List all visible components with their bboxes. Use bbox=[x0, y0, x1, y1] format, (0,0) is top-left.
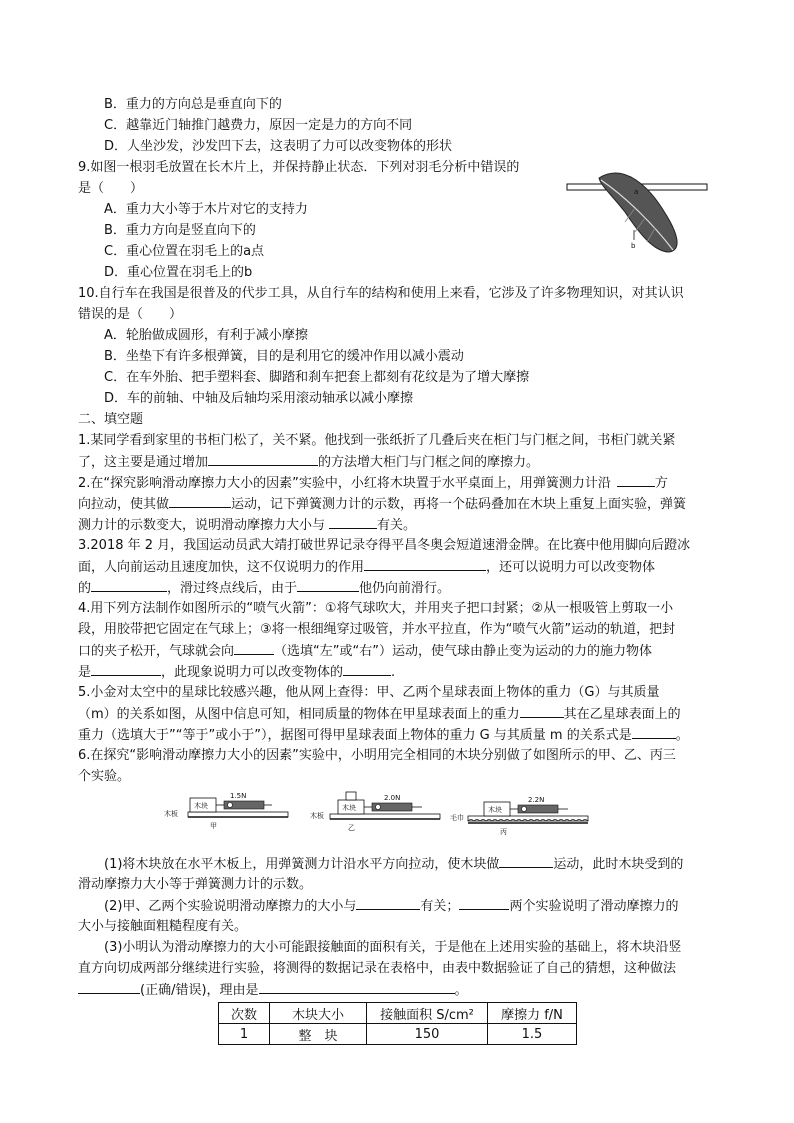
f1-blank bbox=[208, 452, 318, 466]
jia-scale-ring bbox=[228, 803, 233, 808]
f6-part3-line1: (3)小明认为滑动摩擦力的大小可能跟接触面的面积有关，于是他在上述用实验的基础上，将木块沿竖 bbox=[104, 940, 682, 955]
f6-part1-line1 bbox=[104, 854, 683, 875]
f4-line1: 4.用下列方法制作如图所示的“喷气火箭”：①将气球吹大，并用夹子把口封紧；②从一根吸管上剪取一小 bbox=[78, 601, 674, 616]
f6-part2-text-a: (2)甲、乙两个实验说明滑动摩擦力的大小与 bbox=[104, 899, 357, 914]
table-header-cell: 接触面积 S/cm² bbox=[367, 1003, 488, 1024]
f1-line1: 1.某同学看到家里的书柜门松了，关不紧。他找到一张纸折了几叠后夹在柜门与门框之间，书柜门就关紧 bbox=[78, 433, 676, 448]
f3-blank-3 bbox=[297, 578, 359, 592]
f4-line3-text-b: （选填“左”或“右”）运动，使气球由静止变为运动的力的施力物体 bbox=[274, 644, 652, 659]
f6-part2-line2: 大小与接触面粗糙程度有关。 bbox=[78, 919, 248, 934]
bing-towel bbox=[468, 816, 588, 821]
friction-data-table bbox=[218, 1002, 577, 1045]
q9-option-c: C．重心位置在羽毛上的a点 bbox=[104, 244, 265, 259]
f2-line1-text-a: 2.在“探究影响滑动摩擦力大小的因素”实验中，小红将木块置于水平桌面上，用弹簧测力计沿 bbox=[78, 476, 611, 491]
f5-blank-formula bbox=[632, 725, 676, 739]
table-header-cell: 次数 bbox=[219, 1003, 270, 1024]
table-cell: 1.5 bbox=[488, 1024, 577, 1045]
table-cell: 150 bbox=[367, 1024, 488, 1045]
q8-option-c: C．越靠近门轴推门越费力，原因一定是力的方向不同 bbox=[104, 118, 413, 133]
f6-line1: 6.在探究“影响滑动摩擦力大小的因素”实验中，小明用完全相同的木块分别做了如图所示的甲、乙、丙三 bbox=[78, 748, 676, 763]
f6-part3-line3 bbox=[78, 980, 468, 1001]
jia-block-label: 木块 bbox=[194, 802, 208, 810]
f6-line2: 个实验。 bbox=[78, 769, 131, 784]
q10-stem-line2: 错误的是（ ） bbox=[78, 307, 183, 322]
f5-line2-text-a: （m）的关系如图，从图中信息可知，相同质量的物体在甲星球表面上的重力 bbox=[78, 707, 520, 722]
q9-stem-line2: 是（ ） bbox=[78, 181, 144, 196]
jia-surface-label: 木板 bbox=[164, 810, 178, 818]
f4-line4 bbox=[78, 662, 395, 683]
feather-on-plank-figure bbox=[565, 168, 715, 258]
f4-line2: 段，用胶带把它固定在气球上；③将一根细绳穿过吸管，并水平拉直，作为“喷气火箭”运动的轨道，把封 bbox=[78, 622, 676, 637]
q10-option-b: B．坐垫下有许多根弹簧，目的是利用它的缓冲作用以减小震动 bbox=[104, 349, 464, 364]
f2-blank-direction bbox=[617, 473, 655, 487]
f6-part1-line2: 滑动摩擦力大小等于弹簧测力计的示数。 bbox=[78, 877, 313, 892]
f6-part2-line1 bbox=[104, 896, 678, 917]
f6-part2-text-c: 两个实验说明了滑动摩擦力的 bbox=[509, 899, 679, 914]
f6-part1-text-a: (1)将木块放在水平木板上，用弹簧测力计沿水平方向拉动，使木块做 bbox=[104, 857, 500, 872]
f3-blank-1 bbox=[364, 557, 486, 571]
f1-line2-text-b: 的方法增大柜门与门框之间的摩擦力。 bbox=[318, 455, 540, 470]
f4-blank-source bbox=[91, 662, 161, 676]
f2-line2 bbox=[78, 494, 686, 515]
f2-line3 bbox=[78, 515, 416, 536]
section-title-fill-in: 二、填空题 bbox=[78, 412, 144, 427]
bing-surface-label: 毛巾 bbox=[450, 814, 464, 822]
q9-option-d: D．重心位置在羽毛上的b bbox=[104, 265, 253, 280]
feather-point-a-label: a bbox=[634, 188, 639, 196]
f6-part3-text-c: (正确/错误)，理由是 bbox=[140, 983, 259, 998]
f1-line2-text-a: 了，这主要是通过增加 bbox=[78, 455, 209, 470]
f5-blank-compare bbox=[520, 704, 564, 718]
bing-force-label: 2.2N bbox=[528, 796, 545, 804]
f4-blank-direction bbox=[234, 641, 274, 655]
f5-line2-text-b: 其在乙星球表面上的 bbox=[563, 707, 681, 722]
yi-weight bbox=[346, 792, 356, 800]
f3-line1: 3.2018 年 2 月，我国运动员武大靖打破世界记录夺得平昌冬奥会短道速滑金牌。在比赛中他用脚向后蹬冰 bbox=[78, 538, 691, 553]
f2-line2-text-a: 向拉动，使其做 bbox=[78, 497, 170, 512]
f6-blank-motion bbox=[499, 854, 553, 868]
f5-line2 bbox=[78, 704, 681, 725]
yi-caption: 乙 bbox=[348, 824, 355, 832]
table-header-row bbox=[219, 1003, 577, 1024]
q10-option-c: C．在车外胎、把手塑料套、脚踏和刹车把套上都刻有花纹是为了增大摩擦 bbox=[104, 370, 530, 385]
f6-part2-text-b: 有关； bbox=[420, 899, 460, 914]
jia-caption: 甲 bbox=[210, 822, 217, 830]
q9-option-b: B．重力方向是竖直向下的 bbox=[104, 223, 256, 238]
f3-line2 bbox=[78, 557, 655, 578]
f1-line2 bbox=[78, 452, 539, 473]
yi-force-label: 2.0N bbox=[384, 794, 401, 802]
f6-part3-text-d: 。 bbox=[454, 983, 468, 998]
f5-line3-text-a: 重力（选填大于”“等于”或小于”），据图可得甲星球表面上物体的重力 G 与其质量 m 的关系式是 bbox=[78, 728, 632, 743]
f4-line4-text-b: ，此现象说明力可以改变物体的 bbox=[161, 665, 344, 680]
table-header-cell: 木块大小 bbox=[270, 1003, 367, 1024]
f2-blank-factor bbox=[329, 515, 377, 529]
figure-jia bbox=[164, 792, 288, 830]
f2-line3-text-a: 测力计的示数变大，说明滑动摩擦力大小与 bbox=[78, 518, 326, 533]
yi-surface-label: 木板 bbox=[310, 812, 324, 820]
q8-option-b: B．重力的方向总是垂直向下的 bbox=[104, 97, 282, 112]
figure-bing bbox=[450, 796, 588, 836]
q10-option-d: D．车的前轴、中轴及后轴均采用滚动轴承以减小摩擦 bbox=[104, 391, 414, 406]
q8-option-d: D．人坐沙发，沙发凹下去，这表明了力可以改变物体的形状 bbox=[104, 139, 453, 154]
f4-line3-text-a: 口的夹子松开，气球就会向 bbox=[78, 644, 235, 659]
f3-line2-text-a: 面，人向前运动且速度加快，这不仅说明力的作用 bbox=[78, 560, 365, 575]
f5-line3-text-b: 。 bbox=[675, 728, 689, 743]
table-header-cell: 摩擦力 f/N bbox=[488, 1003, 577, 1024]
f6-blank-factor bbox=[356, 896, 420, 910]
table-cell: 整 块 bbox=[270, 1024, 367, 1045]
f5-line1: 5.小金对太空中的星球比较感兴趣，他从网上查得：甲、乙两个星球表面上物体的重力（G）与其质量 bbox=[78, 685, 660, 700]
table-row bbox=[219, 1024, 577, 1045]
q10-option-a: A．轮胎做成圆形，有利于减小摩擦 bbox=[104, 328, 308, 343]
f3-blank-2 bbox=[91, 578, 167, 592]
f6-part3-line2: 直方向切成两部分继续进行实验，将测得的数据记录在表格中，由表中数据验证了自己的猜想，这种做法 bbox=[78, 961, 677, 976]
bing-scale-ring bbox=[522, 807, 527, 812]
f6-blank-experiments bbox=[459, 896, 509, 910]
figure-yi bbox=[310, 792, 440, 832]
f3-line3-text-c: 他仍向前滑行。 bbox=[359, 581, 451, 596]
jia-force-label: 1.5N bbox=[230, 792, 247, 800]
f4-blank-effect bbox=[343, 662, 391, 676]
yi-scale-ring bbox=[376, 805, 381, 810]
table-cell: 1 bbox=[219, 1024, 270, 1045]
f2-line2-text-b: 运动，记下弹簧测力计的示数，再将一个砝码叠加在木块上重复上面实验，弹簧 bbox=[231, 497, 687, 512]
bing-block-label: 木块 bbox=[488, 806, 502, 814]
f4-line4-text-c: . bbox=[391, 665, 396, 680]
f2-line3-text-b: 有关。 bbox=[377, 518, 417, 533]
f2-blank-motion bbox=[169, 494, 231, 508]
f2-line1-text-b: 方 bbox=[654, 476, 668, 491]
f6-blank-judgement bbox=[78, 980, 140, 994]
f3-line2-text-b: ，还可以说明力可以改变物体 bbox=[486, 560, 656, 575]
f5-line3 bbox=[78, 725, 689, 746]
q9-stem-line1: 9.如图一根羽毛放置在长木片上，并保持静止状态．下列对羽毛分析中错误的 bbox=[78, 160, 520, 175]
f4-line4-text-a: 是 bbox=[78, 665, 92, 680]
q10-stem-line1: 10.自行车在我国是很普及的代步工具，从自行车的结构和使用上来看，它涉及了许多物理知识，对其认识 bbox=[78, 286, 684, 301]
yi-block-label: 木块 bbox=[342, 804, 356, 812]
bing-caption: 丙 bbox=[500, 828, 507, 836]
f3-line3-text-b: ，滑过终点线后，由于 bbox=[167, 581, 298, 596]
f3-line3-text-a: 的 bbox=[78, 581, 92, 596]
f3-line3 bbox=[78, 578, 450, 599]
friction-experiment-figures bbox=[150, 790, 610, 845]
f6-blank-reason bbox=[259, 980, 455, 994]
f2-line1 bbox=[78, 473, 668, 494]
f6-part1-text-b: 运动，此时木块受到的 bbox=[553, 857, 684, 872]
q9-option-a: A．重力大小等于木片对它的支持力 bbox=[104, 202, 308, 217]
feather-point-b-label: b bbox=[631, 242, 636, 250]
f4-line3 bbox=[78, 641, 652, 662]
